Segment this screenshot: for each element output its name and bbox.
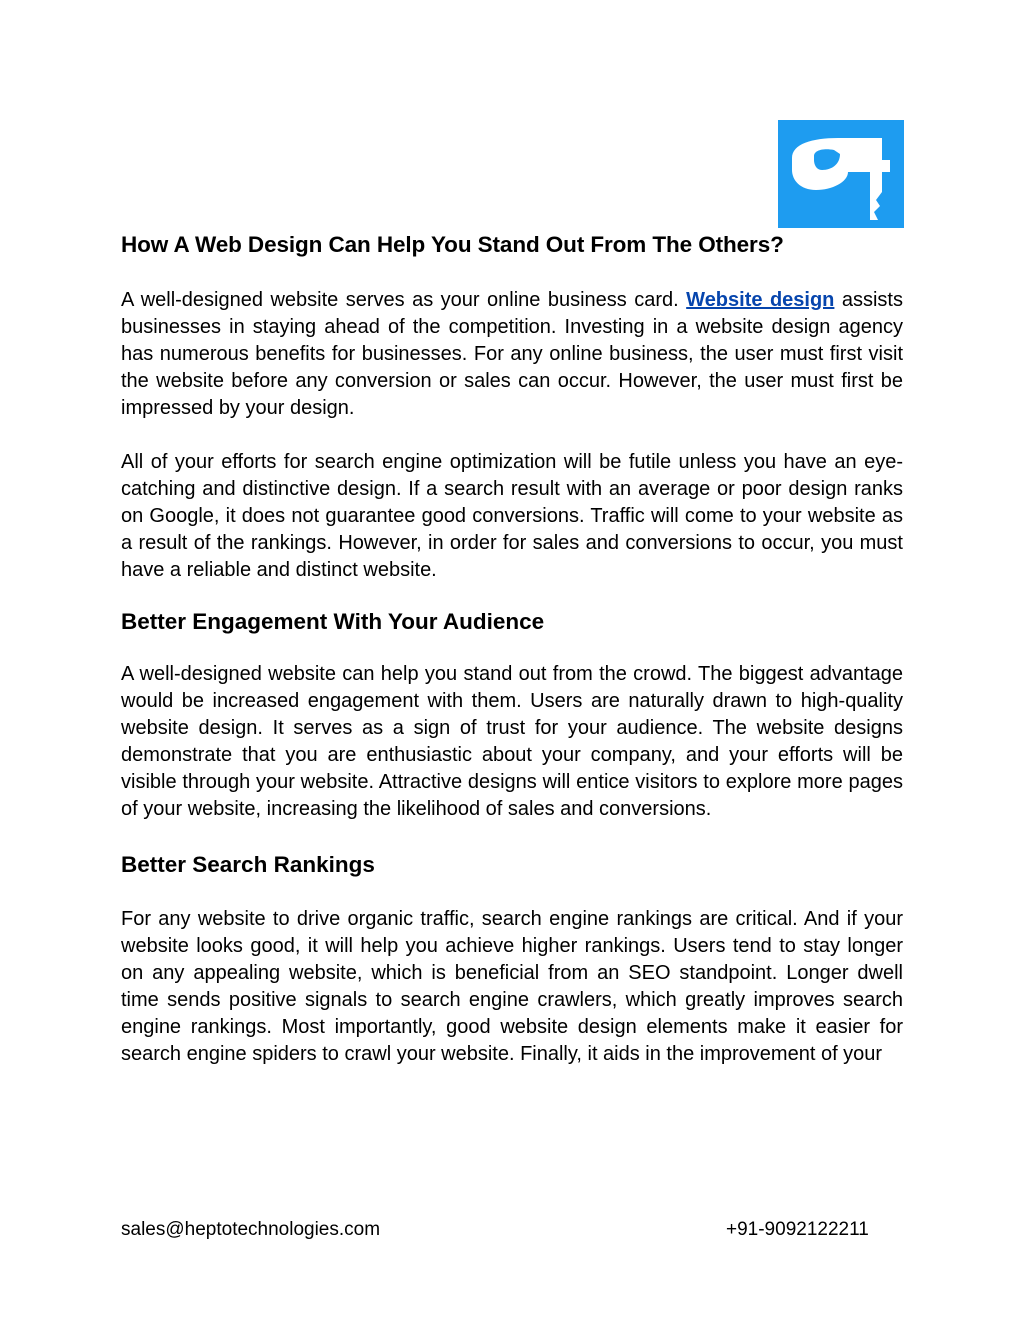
page-title: How A Web Design Can Help You Stand Out From The Others? — [121, 232, 784, 257]
intro-text-start: A well-designed website serves as your online business card. — [121, 289, 687, 311]
footer-email: sales@heptotechnologies.com — [121, 1219, 381, 1240]
intro-text-end: assists businesses in staying ahead of the competition. Investing in a website design agency has numerous benefits for businesses. For any online business, the user must first visit the website before any conversion or sales can occur. However, the user must first be impressed by your design. — [121, 289, 903, 419]
website-design-link[interactable]: Website design — [686, 289, 835, 311]
document-body — [121, 228, 903, 1068]
section-heading-engagement: Better Engagement With Your Audience — [121, 609, 545, 634]
rankings-paragraph: For any website to drive organic traffic, search engine rankings are critical. And if your website looks good, it will help you achieve higher rankings. Users tend to stay longer on any appealing website, which is beneficial from an SEO standpoint. Longer dwell time sends positive signals to search engine crawlers, which greatly improves search engine rankings. Most importantly, good website design elements make it easier for search engine spiders to crawl your website. Finally, it aids in the improvement of your — [121, 908, 903, 1065]
footer-phone: +91-9092122211 — [726, 1219, 869, 1240]
engagement-paragraph: A well-designed website can help you stand out from the crowd. The biggest advantage would be increased engagement with them. Users are naturally drawn to high-quality website design. It serves as a sign of trust for your audience. The website designs demonstrate that you are enthusiastic about your company, and your efforts will be visible through your website. Attractive designs will entice visitors to explore more pages of your website, increasing the likelihood of sales and conversions. — [121, 663, 903, 820]
intro-paragraph — [121, 287, 903, 422]
company-logo — [778, 120, 904, 228]
section-heading-rankings: Better Search Rankings — [121, 852, 375, 877]
seo-paragraph: All of your efforts for search engine optimization will be futile unless you have an eye-catching and distinctive design. If a search result with an average or poor design ranks on Google, it does not guarantee good conversions. Traffic will come to your website as a result of the rankings. However, in order for sales and conversions to occur, you must have a reliable and distinct website. — [121, 451, 903, 581]
heptotechnologies-logo-icon — [778, 120, 904, 228]
